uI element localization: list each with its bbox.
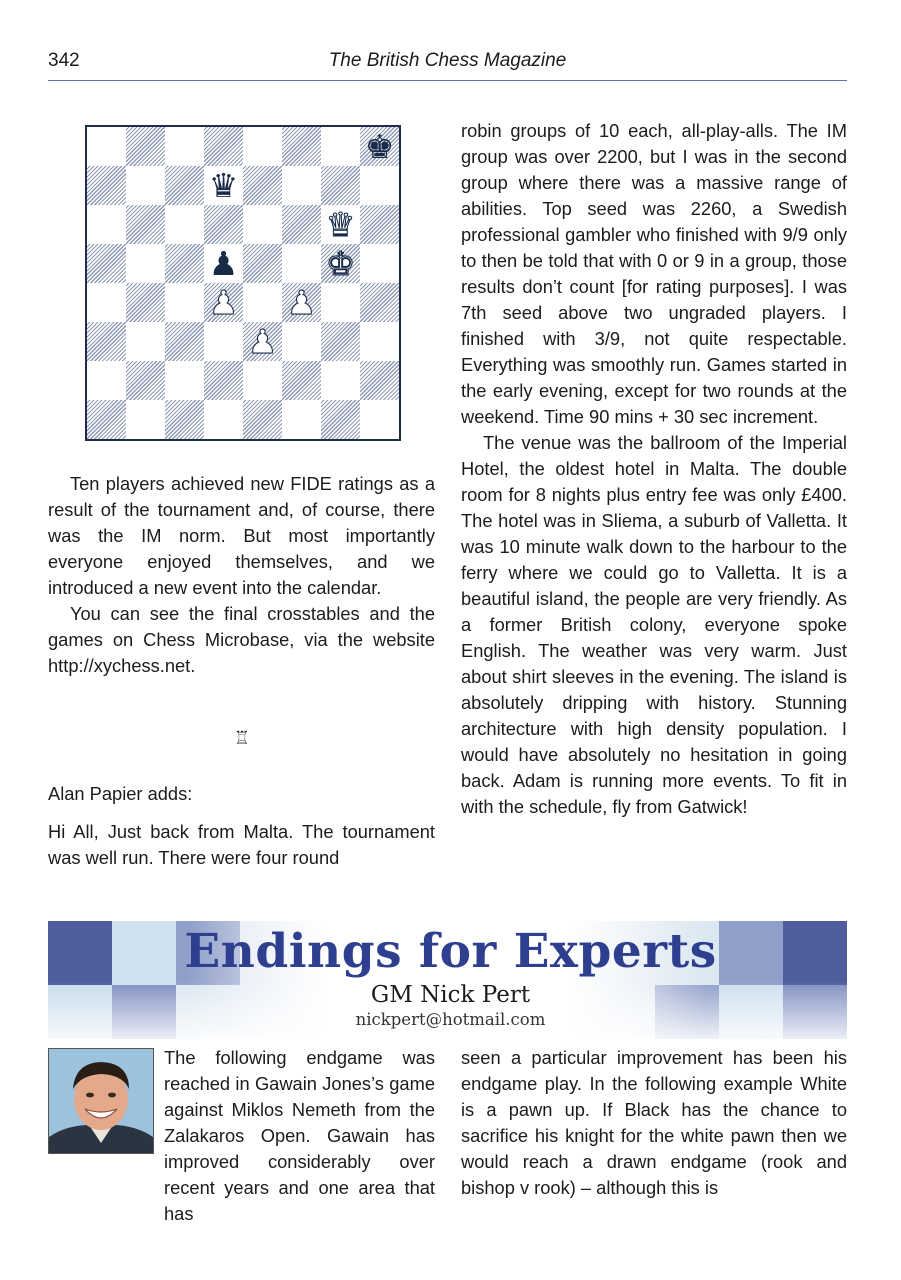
square-g1 [321,400,360,439]
black-queen-icon: ♛ [208,166,239,205]
left-column [48,471,435,679]
square-c2 [165,361,204,400]
square-d6 [204,205,243,244]
square-h3 [360,322,399,361]
paragraph: The following endgame was reached in Gawain Jones’s game against Miklos Nemeth from the Zalakaros Open. Gawain has improved considerably over recent years and one area that has [164,1047,435,1224]
square-b8 [126,127,165,166]
white-king-icon: ♚ [325,244,356,283]
square-c3 [165,322,204,361]
square-e6 [243,205,282,244]
square-c1 [165,400,204,439]
square-e1 [243,400,282,439]
black-king-icon: ♚ [364,127,395,166]
square-d5 [204,244,243,283]
square-b5 [126,244,165,283]
paragraph: Ten players achieved new FIDE ratings as a result of the tournament and, of course, there was the IM norm. But most importantly everyone enjoyed themselves, and we introduced a new event into the calendar. [48,473,435,598]
right-column [461,118,847,820]
section-left-column [164,1045,435,1227]
black-pawn-icon: ♟ [208,244,239,283]
square-d4 [204,283,243,322]
square-c4 [165,283,204,322]
square-a8 [87,127,126,166]
square-f1 [282,400,321,439]
square-f6 [282,205,321,244]
square-g4 [321,283,360,322]
paragraph: robin groups of 10 each, all-play-alls. The IM group was over 2200, but I was in the second group where there was a massive range of abilities. Top seed was 2260, a Swedish professional gambler who finished with 9/9 only to then be told that with 0 or 9 in a group, those results don’t count [for rating purposes]. I was 7th seed above two ungraded players. I finished with 3/9, not quite respectable. Everything was smoothly run. Games started in the early evening, except for two rounds at the weekend. Time 90 mins + 30 sec increment. [461,120,847,427]
section-right-column [461,1045,847,1201]
square-h7 [360,166,399,205]
section-title: Endings for Experts [184,924,717,979]
magazine-title: The British Chess Magazine [328,50,567,71]
square-f5 [282,244,321,283]
square-g5 [321,244,360,283]
paragraph: Hi All, Just back from Malta. The tournament was well run. There were four round [48,821,435,868]
square-d7 [204,166,243,205]
square-h2 [360,361,399,400]
square-d1 [204,400,243,439]
square-b6 [126,205,165,244]
square-a1 [87,400,126,439]
section-author: GM Nick Pert [370,982,531,1008]
square-h4 [360,283,399,322]
white-pawn-icon: ♟ [208,283,239,322]
square-c6 [165,205,204,244]
square-g6 [321,205,360,244]
square-g3 [321,322,360,361]
author-email: nickpert@hotmail.com [355,1010,546,1029]
white-pawn-icon: ♟ [286,283,317,322]
square-e2 [243,361,282,400]
square-f7 [282,166,321,205]
square-h8 [360,127,399,166]
square-e4 [243,283,282,322]
square-h5 [360,244,399,283]
square-d2 [204,361,243,400]
square-a5 [87,244,126,283]
square-b1 [126,400,165,439]
chess-diagram [85,125,401,441]
white-queen-icon: ♛ [325,205,356,244]
square-f4 [282,283,321,322]
paragraph: seen a particular improvement has been his endgame play. In the following example White is a pawn up. If Black has the chance to sacrifice his knight for the white pawn then we would reach a drawn endgame (rook and bishop v rook) – although this is [461,1047,847,1198]
square-a3 [87,322,126,361]
square-f3 [282,322,321,361]
square-c7 [165,166,204,205]
square-a2 [87,361,126,400]
rook-divider-icon: ♖ [233,728,251,749]
square-f2 [282,361,321,400]
square-e5 [243,244,282,283]
paragraph: You can see the final crosstables and the games on Chess Microbase, via the website http://xychess.net. [48,603,435,676]
square-g2 [321,361,360,400]
square-e8 [243,127,282,166]
square-f8 [282,127,321,166]
square-g8 [321,127,360,166]
square-h6 [360,205,399,244]
square-b3 [126,322,165,361]
left-column-continued [48,781,435,871]
square-b4 [126,283,165,322]
square-h1 [360,400,399,439]
square-d8 [204,127,243,166]
square-b2 [126,361,165,400]
square-e7 [243,166,282,205]
square-g7 [321,166,360,205]
paragraph: Alan Papier adds: [48,783,193,804]
square-a6 [87,205,126,244]
square-b7 [126,166,165,205]
square-c8 [165,127,204,166]
paragraph: The venue was the ballroom of the Imperial Hotel, the oldest hotel in Malta. The double room for 8 nights plus entry fee was only £400. The hotel was in Sliema, a suburb of Valletta. It was 10 minute walk down to the harbour to the ferry where we could go to Valletta. It is a beautiful island, the people are very friendly. As a former British colony, everyone spoke English. The weather was very warm. Just about shirt sleeves in the evening. The island is absolutely dripping with history. Stunning architecture with high density population. I would have absolutely no hesitation in going back. Adam is running more events. To fit in with the schedule, fly from Gatwick! [461,432,847,817]
page-header [48,50,847,81]
author-photo [48,1048,154,1154]
square-a7 [87,166,126,205]
white-pawn-icon: ♟ [247,322,278,361]
square-c5 [165,244,204,283]
page-number: 342 [48,50,80,71]
square-e3 [243,322,282,361]
square-a4 [87,283,126,322]
square-d3 [204,322,243,361]
